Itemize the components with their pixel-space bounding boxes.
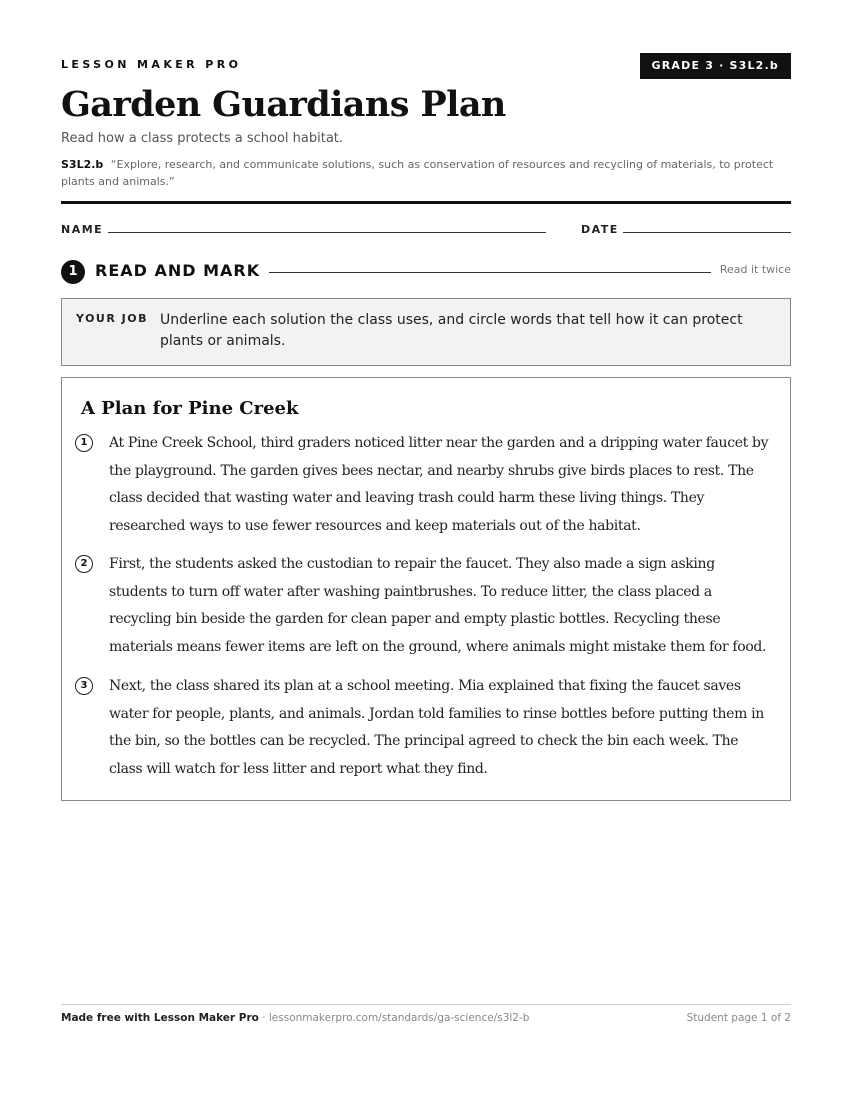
paragraph-number: 1	[75, 434, 93, 452]
section-note: Read it twice	[719, 263, 791, 276]
section-title: READ AND MARK	[95, 261, 261, 280]
date-field[interactable]	[623, 232, 791, 233]
standard-code: S3L2.b	[61, 158, 104, 171]
page-indicator: Student page 1 of 2	[686, 1012, 791, 1024]
footer-url[interactable]: · lessonmakerpro.com/standards/ga-science/s3l2-b	[258, 1012, 530, 1024]
standard-statement	[61, 156, 791, 190]
reading-passage	[61, 377, 791, 801]
instructions-label: YOUR JOB	[76, 312, 148, 325]
paragraph-text: At Pine Creek School, third graders noticed litter near the garden and a dripping water faucet by the playground. The garden gives bees nectar, and nearby shrubs give birds places to rest. The class decided that wasting water and leaving trash could harm these living things. They researched ways to use fewer resources and keep materials out of the habitat.	[109, 435, 769, 534]
page-title: Garden Guardians Plan	[61, 84, 506, 125]
instructions-text: Underline each solution the class uses, and circle words that tell how it can protect plants or animals.	[160, 312, 743, 349]
grade-badge: GRADE 3 · S3L2.b	[640, 53, 791, 79]
footer-divider	[61, 1004, 791, 1005]
worksheet-page	[61, 0, 791, 1100]
footer-credit	[61, 1012, 529, 1024]
footer-maker: Made free with Lesson Maker Pro	[61, 1012, 259, 1024]
paragraph-text: First, the students asked the custodian to repair the faucet. They also made a sign asking students to turn off water after washing paintbrushes. To reduce litter, the class placed a recycling bin beside the garden for clean paper and empty plastic bottles. Recycling these materials means fewer items are left on the ground, where animals might mistake them for food.	[109, 556, 767, 655]
brand-name: LESSON MAKER PRO	[61, 58, 242, 71]
name-field[interactable]	[108, 232, 546, 233]
instructions-box	[61, 298, 791, 366]
paragraph-number: 3	[75, 677, 93, 695]
paragraph-text: Next, the class shared its plan at a school meeting. Mia explained that fixing the faucet saves water for people, plants, and animals. Jordan told families to rinse bottles before putting them in the bin, so the bottles can be recycled. The principal agreed to check the bin each week. The class will watch for less litter and report what they find.	[109, 678, 764, 777]
page-subtitle: Read how a class protects a school habitat.	[61, 131, 344, 146]
paragraph-number: 2	[75, 555, 93, 573]
section-number-badge: 1	[61, 260, 85, 284]
standard-text: “Explore, research, and communicate solutions, such as conservation of resources and recycling of materials, to protect plants and animals.”	[61, 158, 774, 188]
section-divider	[269, 272, 711, 273]
date-label: DATE	[581, 223, 619, 236]
header-divider	[61, 201, 791, 204]
passage-title: A Plan for Pine Creek	[81, 398, 299, 419]
name-label: NAME	[61, 223, 104, 236]
